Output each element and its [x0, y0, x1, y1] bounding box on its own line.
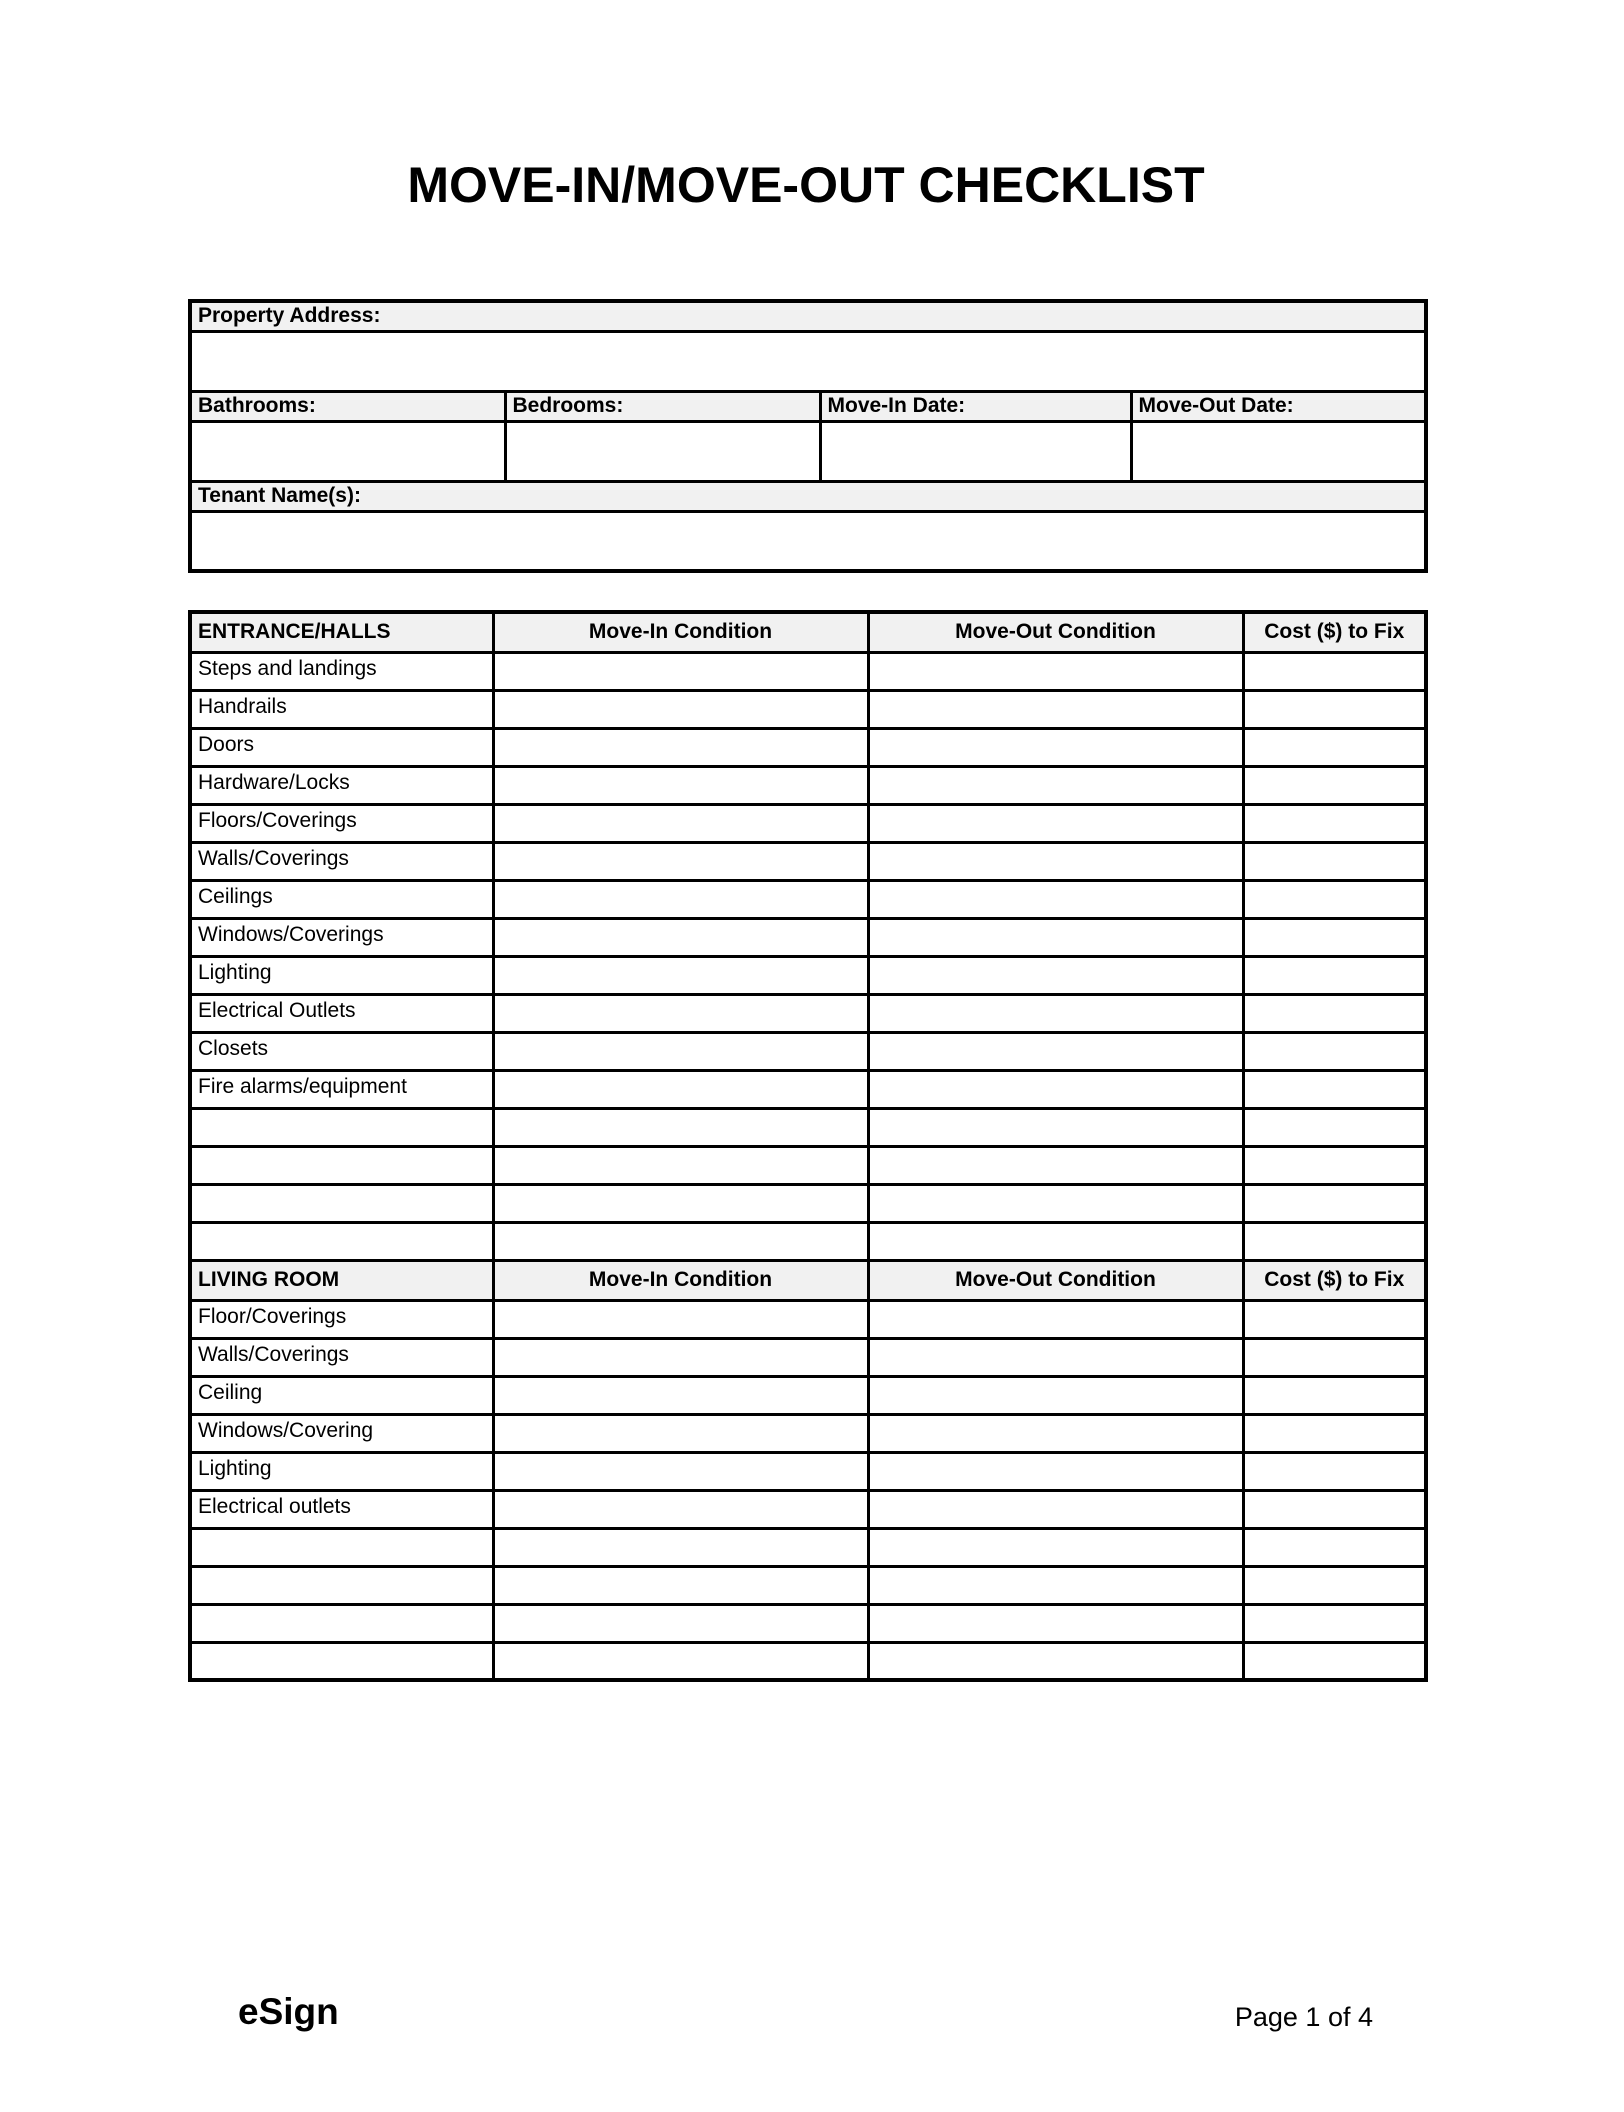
checklist-row: [190, 918, 1426, 956]
checklist-row: [190, 766, 1426, 804]
blank-row: [190, 1108, 1426, 1146]
blank-row: [190, 1566, 1426, 1604]
cost-cell: [1243, 652, 1426, 690]
checklist-row: [190, 690, 1426, 728]
cost-cell: [1243, 1184, 1426, 1222]
page-title: MOVE-IN/MOVE-OUT CHECKLIST: [407, 157, 1205, 213]
checklist-row: [190, 804, 1426, 842]
checklist-row: [190, 1300, 1426, 1338]
blank-row: [190, 1642, 1426, 1680]
move-out-condition-cell: [868, 1032, 1243, 1070]
move-in-condition-cell: [493, 804, 868, 842]
column-header-move-out: Move-Out Condition: [868, 1260, 1243, 1300]
checklist-row: [190, 1414, 1426, 1452]
cost-cell: [1243, 804, 1426, 842]
page-number: Page 1 of 4: [1234, 2002, 1373, 2032]
item-label-cell: [190, 1528, 493, 1566]
move-out-condition-cell: [868, 880, 1243, 918]
item-label-cell: Steps and landings: [190, 652, 493, 690]
move-out-condition-cell: [868, 956, 1243, 994]
item-label-cell: Walls/Coverings: [190, 1338, 493, 1376]
move-in-condition-cell: [493, 652, 868, 690]
checklist-row: [190, 652, 1426, 690]
move-out-condition-cell: [868, 652, 1243, 690]
section-title: ENTRANCE/HALLS: [190, 612, 493, 652]
section-title: LIVING ROOM: [190, 1260, 493, 1300]
checklist-row: [190, 728, 1426, 766]
move-out-condition-cell: [868, 994, 1243, 1032]
property-address-field: [190, 331, 1426, 391]
move-in-condition-cell: [493, 1108, 868, 1146]
item-label-cell: Lighting: [190, 956, 493, 994]
move-out-condition-cell: [868, 1146, 1243, 1184]
cost-cell: [1243, 1376, 1426, 1414]
move-out-condition-cell: [868, 690, 1243, 728]
move-out-date-field: [1131, 421, 1426, 481]
cost-cell: [1243, 1414, 1426, 1452]
cost-cell: [1243, 728, 1426, 766]
item-label-cell: Electrical Outlets: [190, 994, 493, 1032]
move-in-condition-cell: [493, 1300, 868, 1338]
move-in-date-field: [820, 421, 1131, 481]
document-content: [188, 0, 1424, 1682]
section-header-row: [190, 612, 1426, 652]
move-in-condition-cell: [493, 1566, 868, 1604]
tenant-names-label: Tenant Name(s):: [190, 481, 1426, 511]
move-out-condition-cell: [868, 1490, 1243, 1528]
move-in-condition-cell: [493, 1642, 868, 1680]
move-out-condition-cell: [868, 1528, 1243, 1566]
property-address-header-row: [190, 301, 1426, 331]
move-out-condition-cell: [868, 1338, 1243, 1376]
cost-cell: [1243, 1070, 1426, 1108]
column-header-move-in: Move-In Condition: [493, 1260, 868, 1300]
cost-cell: [1243, 956, 1426, 994]
move-out-condition-cell: [868, 1642, 1243, 1680]
move-out-condition-cell: [868, 1566, 1243, 1604]
move-in-condition-cell: [493, 1452, 868, 1490]
cost-cell: [1243, 1146, 1426, 1184]
bedrooms-label: Bedrooms:: [505, 391, 820, 421]
cost-cell: [1243, 994, 1426, 1032]
item-label-cell: Electrical outlets: [190, 1490, 493, 1528]
move-in-condition-cell: [493, 1604, 868, 1642]
detail-labels-row: [190, 391, 1426, 421]
cost-cell: [1243, 766, 1426, 804]
move-in-condition-cell: [493, 1414, 868, 1452]
cost-cell: [1243, 1452, 1426, 1490]
item-label-cell: Doors: [190, 728, 493, 766]
item-label-cell: Handrails: [190, 690, 493, 728]
cost-cell: [1243, 1222, 1426, 1260]
move-out-condition-cell: [868, 766, 1243, 804]
item-label-cell: Closets: [190, 1032, 493, 1070]
checklist-row: [190, 842, 1426, 880]
blank-row: [190, 1146, 1426, 1184]
cost-cell: [1243, 1108, 1426, 1146]
move-in-condition-cell: [493, 766, 868, 804]
checklist-row: [190, 1452, 1426, 1490]
move-in-condition-cell: [493, 1490, 868, 1528]
property-info-table: [188, 299, 1428, 573]
move-out-condition-cell: [868, 728, 1243, 766]
detail-inputs-row: [190, 421, 1426, 481]
move-in-condition-cell: [493, 1032, 868, 1070]
cost-cell: [1243, 1300, 1426, 1338]
move-in-condition-cell: [493, 994, 868, 1032]
checklist-row: [190, 994, 1426, 1032]
checklist-table: [188, 610, 1428, 1682]
cost-cell: [1243, 880, 1426, 918]
tenant-names-input-row: [190, 511, 1426, 571]
item-label-cell: Windows/Coverings: [190, 918, 493, 956]
move-in-condition-cell: [493, 1528, 868, 1566]
move-out-condition-cell: [868, 1222, 1243, 1260]
cost-cell: [1243, 918, 1426, 956]
cost-cell: [1243, 1528, 1426, 1566]
move-out-condition-cell: [868, 1300, 1243, 1338]
checklist-row: [190, 1070, 1426, 1108]
item-label-cell: [190, 1642, 493, 1680]
move-in-condition-cell: [493, 1222, 868, 1260]
item-label-cell: Floor/Coverings: [190, 1300, 493, 1338]
move-in-condition-cell: [493, 1376, 868, 1414]
column-header-cost: Cost ($) to Fix: [1243, 612, 1426, 652]
move-in-condition-cell: [493, 918, 868, 956]
item-label-cell: [190, 1108, 493, 1146]
item-label-cell: [190, 1222, 493, 1260]
cost-cell: [1243, 842, 1426, 880]
column-header-move-in: Move-In Condition: [493, 612, 868, 652]
checklist-row: [190, 1338, 1426, 1376]
move-out-date-label: Move-Out Date:: [1131, 391, 1426, 421]
tenant-names-field: [190, 511, 1426, 571]
section-header-row: [190, 1260, 1426, 1300]
blank-row: [190, 1184, 1426, 1222]
move-in-condition-cell: [493, 1184, 868, 1222]
item-label-cell: Fire alarms/equipment: [190, 1070, 493, 1108]
item-label-cell: [190, 1184, 493, 1222]
checklist-row: [190, 956, 1426, 994]
move-out-condition-cell: [868, 1070, 1243, 1108]
blank-row: [190, 1222, 1426, 1260]
checklist-row: [190, 1490, 1426, 1528]
esign-logo: eSign: [238, 1991, 339, 2032]
item-label-cell: Ceiling: [190, 1376, 493, 1414]
checklist-row: [190, 1032, 1426, 1070]
column-header-move-out: Move-Out Condition: [868, 612, 1243, 652]
bedrooms-field: [505, 421, 820, 481]
move-in-condition-cell: [493, 1338, 868, 1376]
move-in-condition-cell: [493, 1070, 868, 1108]
move-out-condition-cell: [868, 1376, 1243, 1414]
move-in-condition-cell: [493, 728, 868, 766]
move-out-condition-cell: [868, 1184, 1243, 1222]
item-label-cell: [190, 1146, 493, 1184]
item-label-cell: Floors/Coverings: [190, 804, 493, 842]
move-out-condition-cell: [868, 842, 1243, 880]
move-out-condition-cell: [868, 1452, 1243, 1490]
cost-cell: [1243, 1490, 1426, 1528]
cost-cell: [1243, 1338, 1426, 1376]
blank-row: [190, 1528, 1426, 1566]
item-label-cell: [190, 1566, 493, 1604]
move-in-condition-cell: [493, 1146, 868, 1184]
cost-cell: [1243, 1032, 1426, 1070]
cost-cell: [1243, 690, 1426, 728]
checklist-row: [190, 1376, 1426, 1414]
move-out-condition-cell: [868, 918, 1243, 956]
checklist-row: [190, 880, 1426, 918]
column-header-cost: Cost ($) to Fix: [1243, 1260, 1426, 1300]
move-in-condition-cell: [493, 690, 868, 728]
cost-cell: [1243, 1604, 1426, 1642]
bathrooms-field: [190, 421, 505, 481]
move-out-condition-cell: [868, 804, 1243, 842]
item-label-cell: Walls/Coverings: [190, 842, 493, 880]
property-address-input-row: [190, 331, 1426, 391]
cost-cell: [1243, 1642, 1426, 1680]
move-out-condition-cell: [868, 1414, 1243, 1452]
move-in-date-label: Move-In Date:: [820, 391, 1131, 421]
move-in-condition-cell: [493, 956, 868, 994]
property-address-label: Property Address:: [190, 301, 1426, 331]
item-label-cell: Windows/Covering: [190, 1414, 493, 1452]
blank-row: [190, 1604, 1426, 1642]
bathrooms-label: Bathrooms:: [190, 391, 505, 421]
item-label-cell: Hardware/Locks: [190, 766, 493, 804]
item-label-cell: [190, 1604, 493, 1642]
item-label-cell: Ceilings: [190, 880, 493, 918]
cost-cell: [1243, 1566, 1426, 1604]
move-out-condition-cell: [868, 1108, 1243, 1146]
move-in-condition-cell: [493, 880, 868, 918]
move-in-condition-cell: [493, 842, 868, 880]
item-label-cell: Lighting: [190, 1452, 493, 1490]
tenant-names-header-row: [190, 481, 1426, 511]
move-out-condition-cell: [868, 1604, 1243, 1642]
